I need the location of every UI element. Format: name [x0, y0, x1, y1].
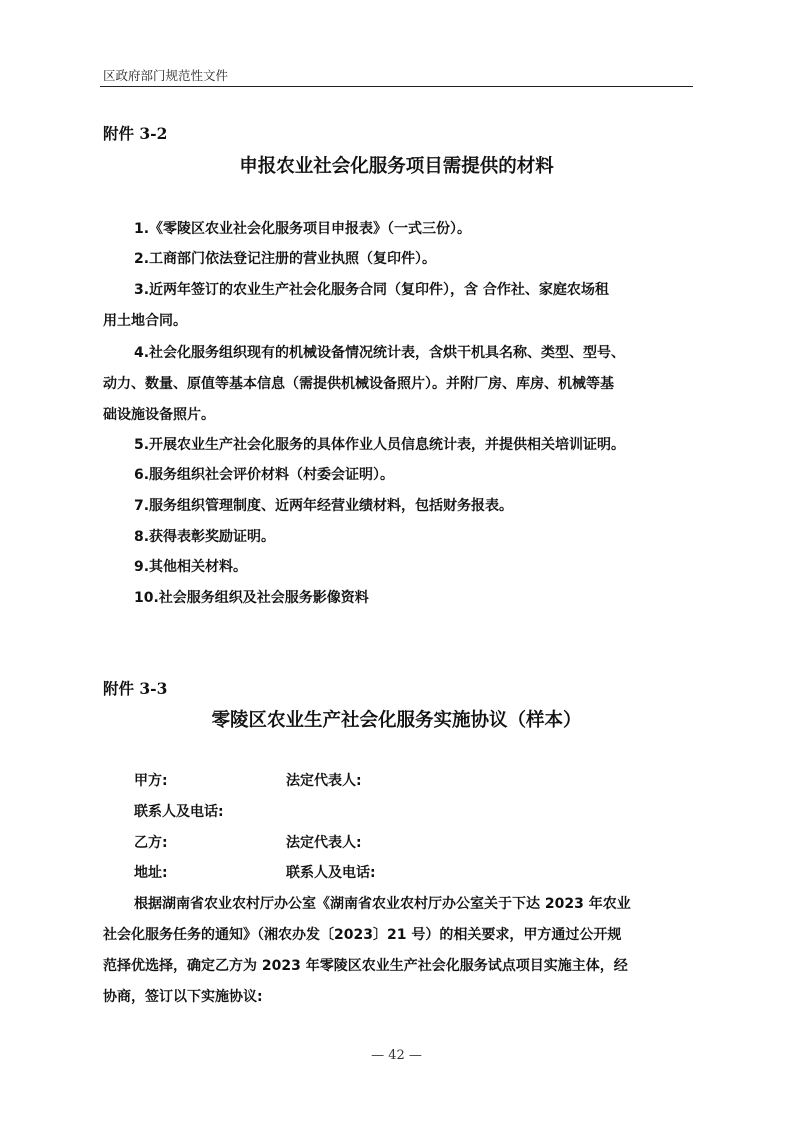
paragraph-line: 协商，签订以下实施协议: [103, 989, 263, 1005]
legal-rep-b-label: 法定代表人: [286, 835, 362, 851]
paragraph-line: 根据湖南省农业农村厅办公室《湖南省农业农村厅办公室关于下达 2023 年农业 [134, 896, 631, 912]
list-item-line: 10.社会服务组织及社会服务影像资料 [134, 590, 369, 606]
list-item-line: 5.开展农业生产社会化服务的具体作业人员信息统计表，并提供相关培训证明。 [134, 437, 626, 453]
list-item-line: 6.服务组织社会评价材料（村委会证明）。 [134, 467, 395, 483]
list-item-line: 7.服务组织管理制度、近两年经营业绩材料，包括财务报表。 [134, 498, 514, 514]
list-item-line: 1.《零陵区农业社会化服务项目申报表》（一式三份）。 [134, 221, 472, 237]
paragraph-line: 范择优选择，确定乙方为 2023 年零陵区农业生产社会化服务试点项目实施主体，经 [103, 958, 628, 974]
list-item-line: 3.近两年签订的农业生产社会化服务合同（复印件），含 合作社、家庭农场租 [134, 282, 609, 298]
header-rule [100, 86, 693, 87]
list-item-line: 用土地合同。 [103, 313, 187, 329]
list-item-line: 9.其他相关材料。 [134, 559, 248, 575]
section-title: 申报农业社会化服务项目需提供的材料 [239, 156, 554, 177]
list-item-line: 动力、数量、原值等基本信息（需提供机械设备照片）。并附厂房、库房、机械等基 [103, 376, 614, 392]
list-item-line: 4.社会化服务组织现有的机械设备情况统计表，含烘干机具名称、类型、型号、 [134, 345, 626, 361]
address-label: 地址: [134, 865, 168, 881]
attachment-label: 附件 3-2 [103, 124, 168, 143]
contact-phone-b-label: 联系人及电话: [286, 865, 376, 881]
legal-rep-a-label: 法定代表人: [286, 773, 362, 789]
paragraph-line: 社会化服务任务的通知》（湘农办发〔2023〕21 号）的相关要求，甲方通过公开规 [103, 927, 622, 943]
attachment-label: 附件 3-3 [103, 679, 168, 698]
list-item-line: 础设施设备照片。 [103, 407, 215, 423]
list-item-line: 2.工商部门依法登记注册的营业执照（复印件）。 [134, 251, 437, 267]
section-title: 零陵区农业生产社会化服务实施协议（样本） [211, 710, 582, 731]
page-number: — 42 — [371, 1048, 422, 1063]
party-a-label: 甲方: [134, 773, 168, 789]
page-header: 区政府部门规范性文件 [103, 68, 229, 83]
list-item-line: 8.获得表彰奖励证明。 [134, 529, 276, 545]
party-b-label: 乙方: [134, 835, 168, 851]
contact-phone-label: 联系人及电话: [134, 804, 224, 820]
